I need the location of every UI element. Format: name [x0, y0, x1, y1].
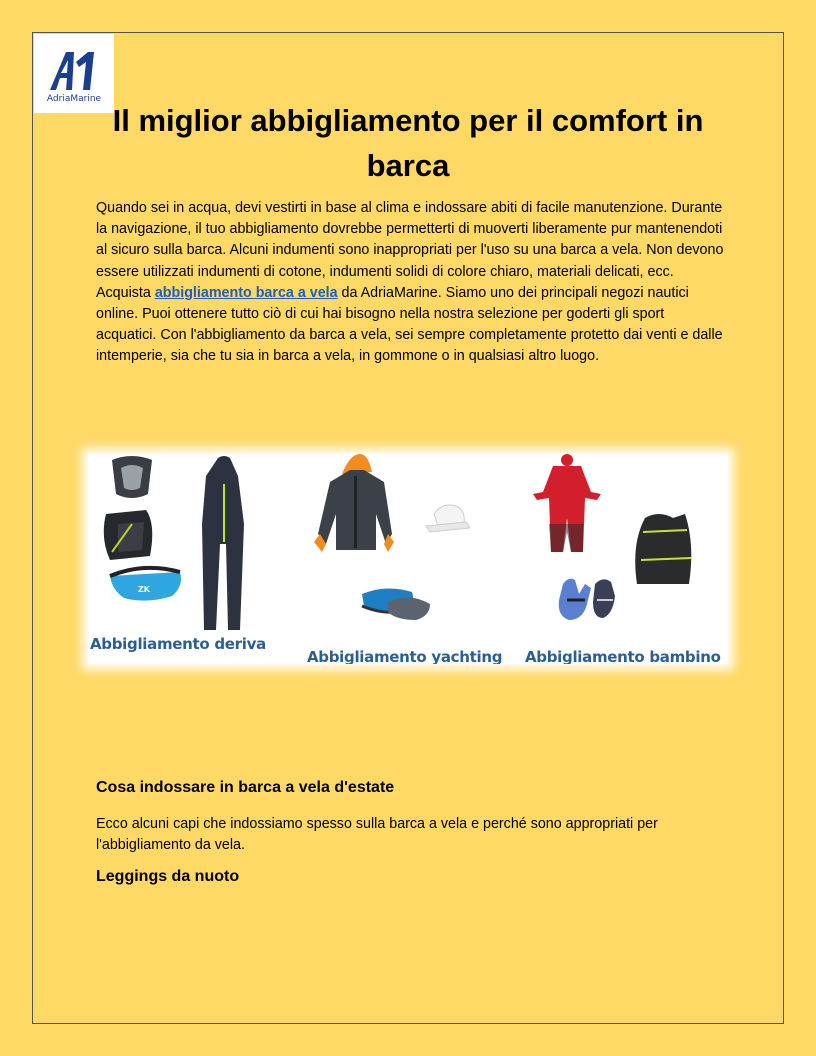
panel-bambino[interactable] [525, 454, 728, 664]
intro-paragraph [96, 198, 724, 368]
yachting-products-illustration [306, 454, 506, 644]
panel-yachting[interactable] [306, 454, 506, 664]
heading-summer-sailing: Cosa indossare in barca a vela d'estate [96, 779, 395, 796]
caption-deriva: Abbigliamento deriva [90, 635, 266, 653]
caption-bambino: Abbigliamento bambino [525, 648, 721, 664]
product-banner[interactable] [88, 454, 728, 664]
logo-brand-text: AdriaMarine [46, 94, 102, 104]
summer-sailing-paragraph: Ecco alcuni capi che indossiamo spesso sulla barca a vela e perché sono appropriati per l'abbigliamento da vela. [96, 816, 658, 854]
abbigliamento-barca-link[interactable]: abbigliamento barca a vela [154, 284, 338, 301]
logo-mark-icon [48, 48, 100, 94]
heading-swim-leggings: Leggings da nuoto [96, 868, 240, 885]
bambino-products-illustration [525, 454, 728, 644]
caption-yachting: Abbigliamento yachting [307, 648, 503, 664]
intro-text-after: da AdriaMarine. Siamo uno dei principali negozi nautici online. Puoi ottenere tutto ciò di cui hai bisogno nella nostra selezione per goderti gli sport acquatici. Con l'abbigliamento da barca a vela, sei sempre completamente protetto dai venti e dalle intemperie, sia che tu sia in barca a vela, in gommone o in qualsiasi altro luogo. [96, 284, 723, 365]
page-title: Il miglior abbigliamento per il comfort in barca [112, 103, 704, 183]
deriva-products-illustration [88, 454, 288, 639]
intro-text-before: Quando sei in acqua, devi vestirti in base al clima e indossare abiti di facile manutenzione. Durante la navigazione, il tuo abbigliamento dovrebbe permetterti di muoverti liberamente pur mantenendoti al sicuro sulla barca. Alcuni indumenti sono inappropriati per l'uso su una barca a vela. Non devono essere utilizzati indumenti di cotone, indumenti solidi di colore chiaro, materiali delicati, ecc. Acquista [96, 200, 724, 301]
panel-deriva[interactable] [88, 454, 288, 664]
svg-text:ZK: ZK [138, 585, 150, 594]
